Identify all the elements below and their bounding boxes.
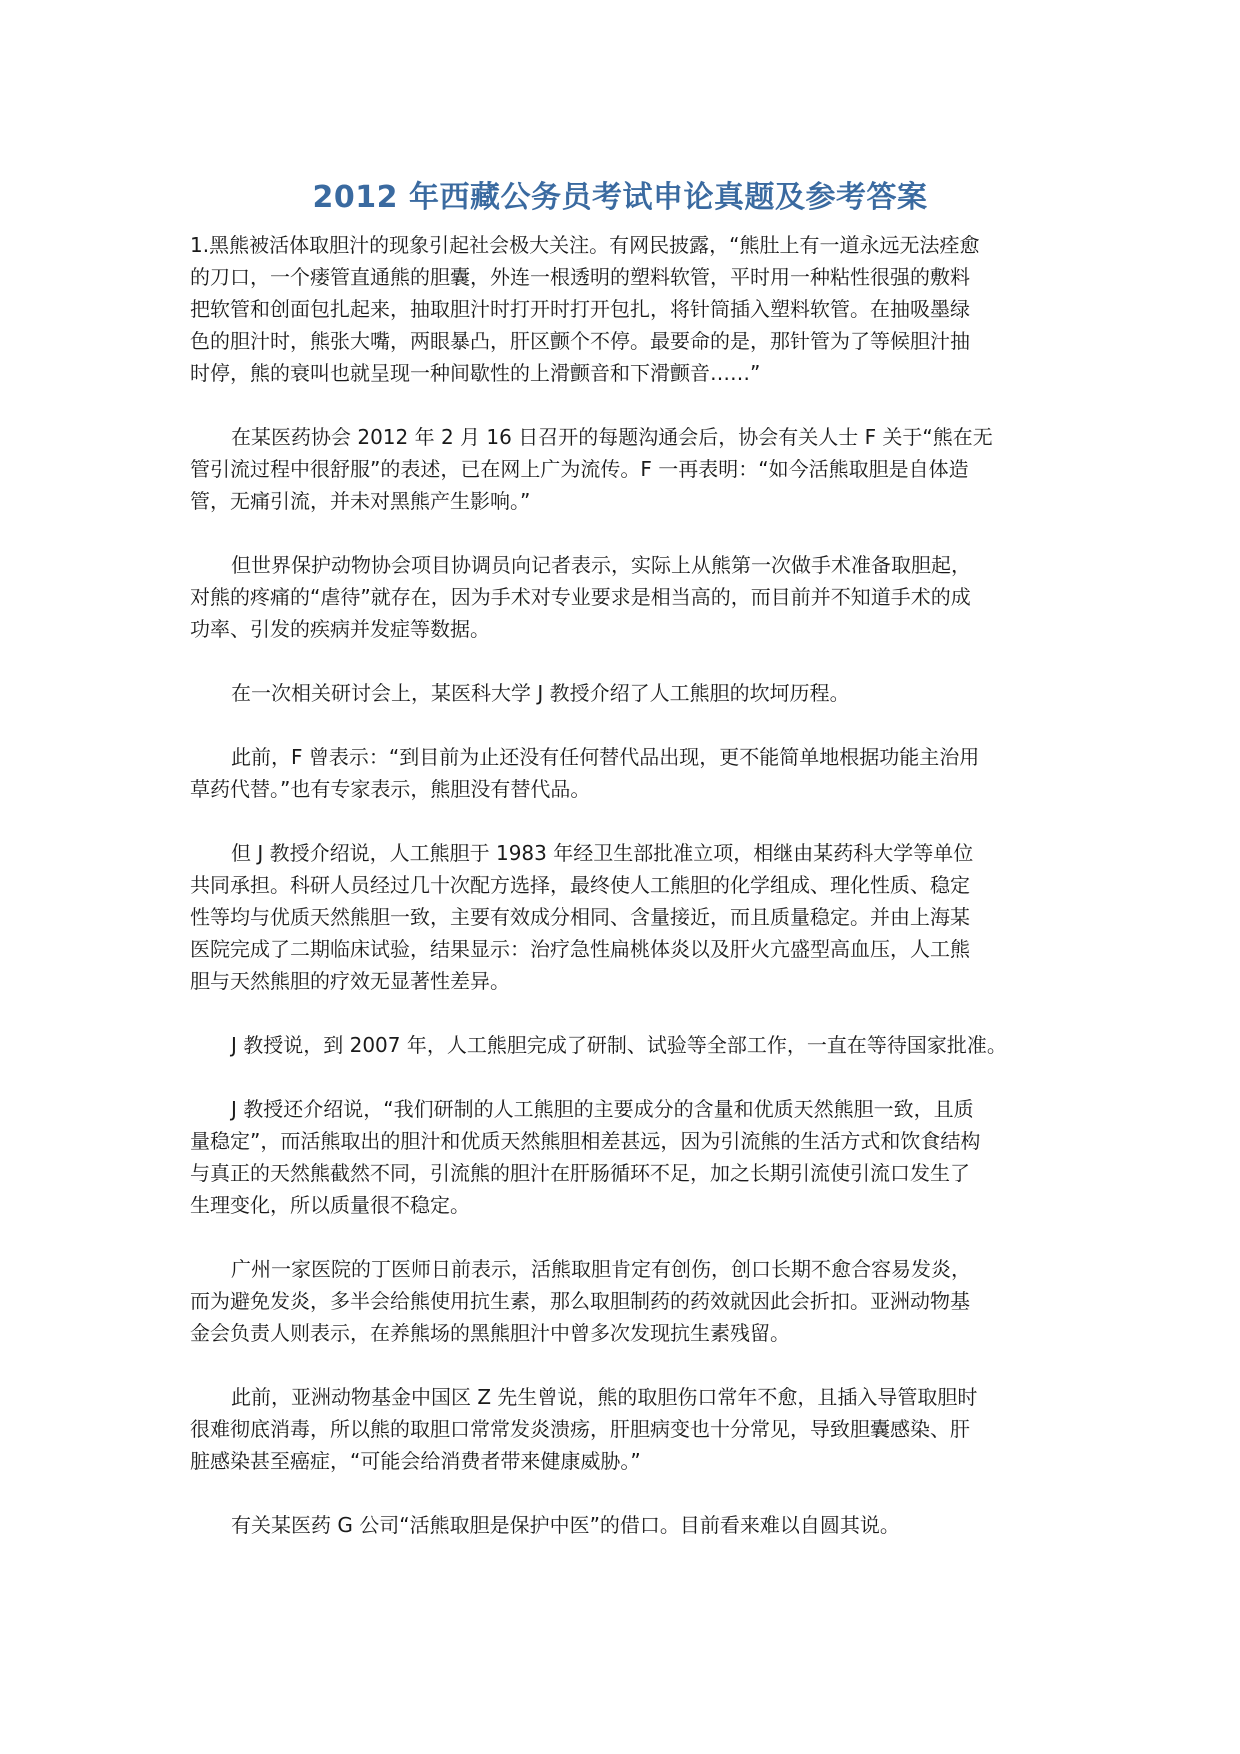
paragraph-line: 的刀口，一个瘘管直通熊的胆囊，外连一根透明的塑料软管，平时用一种粘性很强的敷料: [190, 265, 970, 289]
paragraph-line: 而为避免发炎，多半会给熊使用抗生素，那么取胆制药的药效就因此会折扣。亚洲动物基: [190, 1289, 970, 1313]
paragraph-line: 金会负责人则表示，在养熊场的黑熊胆汁中曾多次发现抗生素残留。: [190, 1321, 790, 1345]
paragraph-line: 在一次相关研讨会上，某医科大学 J 教授介绍了人工熊胆的坎坷历程。: [231, 681, 850, 705]
paragraph: [190, 677, 1070, 709]
paragraph-line: 把软管和创面包扎起来，抽取胆汁时打开时打开包扎，将针筒插入塑料软管。在抽吸墨绿: [190, 297, 970, 321]
paragraph-line: 量稳定”，而活熊取出的胆汁和优质天然熊胆相差甚远，因为引流熊的生活方式和饮食结构: [190, 1129, 981, 1153]
paragraph-line: 有关某医药 G 公司“活熊取胆是保护中医”的借口。目前看来难以自圆其说。: [231, 1513, 900, 1537]
paragraph: [190, 1093, 1070, 1221]
paragraph-line: 共同承担。科研人员经过几十次配方选择，最终使人工熊胆的化学组成、理化性质、稳定: [190, 873, 970, 897]
document-body: [190, 229, 1070, 1573]
paragraph: [190, 1381, 1070, 1477]
paragraph-line: 很难彻底消毒，所以熊的取胆口常常发炎溃疡，肝胆病变也十分常见，导致胆囊感染、肝: [190, 1417, 970, 1441]
paragraph-line: 医院完成了二期临床试验，结果显示：治疗急性扁桃体炎以及肝火亢盛型高血压，人工熊: [190, 937, 970, 961]
paragraph-line: 胆与天然熊胆的疗效无显著性差异。: [190, 969, 510, 993]
paragraph: [190, 837, 1070, 997]
paragraph: [190, 1029, 1070, 1061]
paragraph: [190, 421, 1070, 517]
paragraph: [190, 229, 1070, 389]
paragraph-line: 管引流过程中很舒服”的表述，已在网上广为流传。F 一再表明：“如今活熊取胆是自体造: [190, 457, 969, 481]
paragraph-line: 广州一家医院的丁医师日前表示，活熊取胆肯定有创伤，创口长期不愈合容易发炎，: [231, 1257, 971, 1281]
paragraph-line: 时停，熊的衰叫也就呈现一种间歇性的上滑颤音和下滑颤音……”: [190, 361, 761, 385]
paragraph-line: 色的胆汁时，熊张大嘴，两眼暴凸，肝区颤个不停。最要命的是，那针管为了等候胆汁抽: [190, 329, 970, 353]
paragraph: [190, 549, 1070, 645]
paragraph-line: 此前，F 曾表示：“到目前为止还没有任何替代品出现，更不能简单地根据功能主治用: [231, 745, 980, 769]
paragraph-line: 性等均与优质天然熊胆一致，主要有效成分相同、含量接近，而且质量稳定。并由上海某: [190, 905, 970, 929]
paragraph-line: 与真正的天然熊截然不同，引流熊的胆汁在肝肠循环不足，加之长期引流使引流口发生了: [190, 1161, 970, 1185]
document-title: 2012 年西藏公务员考试申论真题及参考答案: [312, 180, 928, 215]
paragraph-line: 对熊的疼痛的“虐待”就存在，因为手术对专业要求是相当高的，而目前并不知道手术的成: [190, 585, 971, 609]
paragraph-line: 草药代替。”也有专家表示，熊胆没有替代品。: [190, 777, 591, 801]
paragraph-line: J 教授说，到 2007 年，人工熊胆完成了研制、试验等全部工作，一直在等待国家批准。: [231, 1033, 1007, 1057]
paragraph-line: J 教授还介绍说，“我们研制的人工熊胆的主要成分的含量和优质天然熊胆一致，且质: [231, 1097, 974, 1121]
paragraph-line: 但世界保护动物协会项目协调员向记者表示，实际上从熊第一次做手术准备取胆起，: [231, 553, 971, 577]
paragraph: [190, 1253, 1070, 1349]
paragraph-line: 1.黑熊被活体取胆汁的现象引起社会极大关注。有网民披露，“熊肚上有一道永远无法痊愈: [190, 233, 980, 257]
paragraph-line: 脏感染甚至癌症，“可能会给消费者带来健康威胁。”: [190, 1449, 641, 1473]
paragraph-line: 功率、引发的疾病并发症等数据。: [190, 617, 490, 641]
paragraph-line: 但 J 教授介绍说，人工熊胆于 1983 年经卫生部批准立项，相继由某药科大学等单位: [231, 841, 974, 865]
paragraph-line: 在某医药协会 2012 年 2 月 16 日召开的每题沟通会后，协会有关人士 F 关于“熊在无: [231, 425, 993, 449]
paragraph-line: 管，无痛引流，并未对黑熊产生影响。”: [190, 489, 531, 513]
paragraph-line: 此前，亚洲动物基金中国区 Z 先生曾说，熊的取胆伤口常年不愈，且插入导管取胆时: [231, 1385, 978, 1409]
paragraph-line: 生理变化，所以质量很不稳定。: [190, 1193, 470, 1217]
paragraph: [190, 1509, 1070, 1541]
paragraph: [190, 741, 1070, 805]
